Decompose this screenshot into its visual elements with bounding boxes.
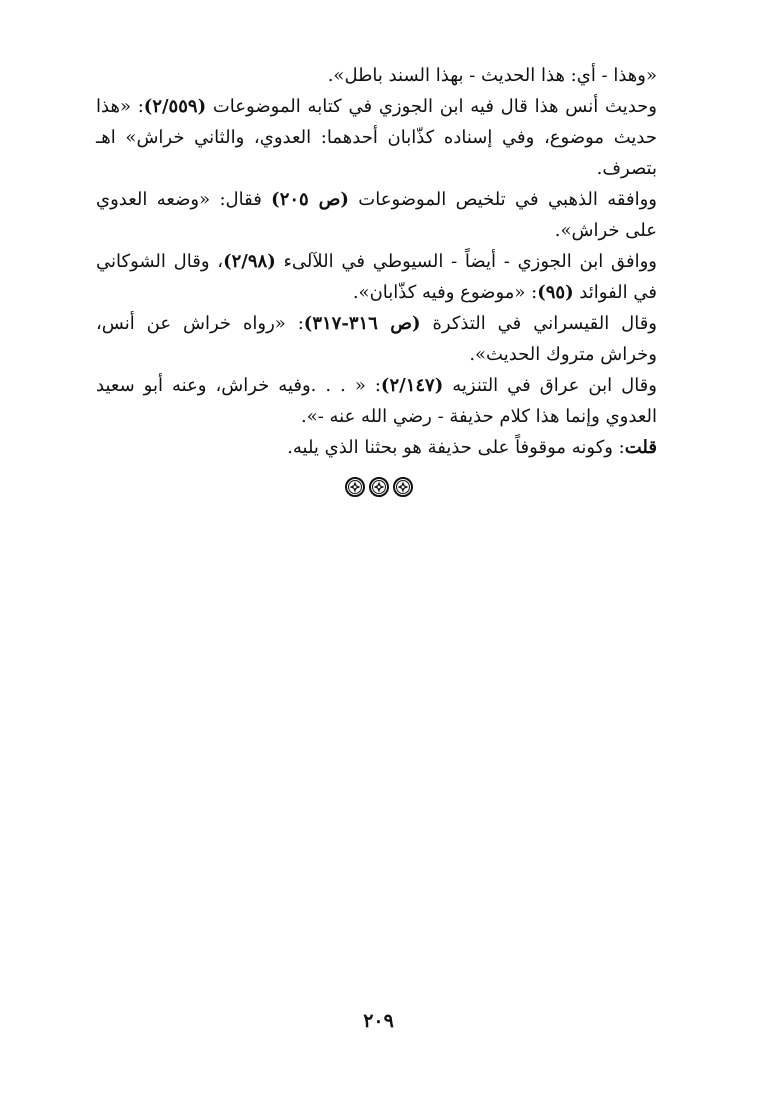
paragraph-3: [96, 184, 657, 246]
paragraph-3-reference: (ص ٢٠٥): [271, 189, 349, 210]
paragraph-6: [96, 370, 657, 432]
paragraph-5-text: وقال القيسراني في التذكرة: [420, 313, 657, 334]
rosette-ornament-icon: [369, 477, 389, 497]
paragraph-3-text: ووافقه الذهبي في تلخيص الموضوعات: [348, 189, 657, 210]
paragraph-7-text: : وكونه موقوفاً على حذيفة هو بحثنا الذي يليه.: [287, 437, 625, 458]
paragraph-6-quote: : « . . .وفيه خراش، وعنه أبو سعيد العدوي وإنما هذا كلام حذيفة - رضي الله عنه -».: [96, 375, 657, 427]
paragraph-4-text: ووافق ابن الجوزي - أيضاً - السيوطي في اللآلىء: [275, 251, 657, 272]
section-end-ornaments: [0, 477, 757, 497]
paragraph-1-text: «وهذا - أي: هذا الحديث - بهذا السند باطل».: [327, 65, 657, 86]
paragraph-2-text: وحديث أنس هذا قال فيه ابن الجوزي في كتابه الموضوعات: [206, 96, 657, 117]
paragraph-4-middle: ، وقال الشوكاني في الفوائد: [96, 251, 657, 303]
paragraph-4-reference: (٢/٩٨): [223, 251, 276, 272]
rosette-ornament-icon: [393, 477, 413, 497]
page-body: [96, 60, 657, 463]
page-number: ٢٠٩: [363, 1010, 394, 1032]
paragraph-5-reference: (ص ٣١٦-٣١٧): [303, 313, 421, 334]
paragraph-6-reference: (٢/١٤٧): [380, 375, 444, 396]
paragraph-7-lead: قلت: [624, 437, 657, 458]
paragraph-4-reference-2: (٩٥): [537, 282, 574, 303]
paragraph-4: [96, 246, 657, 308]
paragraph-1: [96, 60, 657, 91]
paragraph-2: [96, 91, 657, 184]
paragraph-6-text: وقال ابن عراق في التنزيه: [443, 375, 657, 396]
paragraph-2-quote: : «هذا حديث موضوع، وفي إسناده كذّابان أحدهما: العدوي، والثاني خراش» اهـ بتصرف.: [96, 96, 657, 179]
paragraph-7: [96, 432, 657, 463]
rosette-ornament-icon: [345, 477, 365, 497]
paragraph-2-reference: (٢/٥٥٩): [143, 96, 207, 117]
paragraph-5-quote: : «رواه خراش عن أنس، وخراش متروك الحديث».: [96, 313, 657, 365]
paragraph-4-quote: : «موضوع وفيه كذّابان».: [352, 282, 538, 303]
paragraph-5: [96, 308, 657, 370]
paragraph-3-quote: فقال: «وضعه العدوي على خراش».: [96, 189, 657, 241]
